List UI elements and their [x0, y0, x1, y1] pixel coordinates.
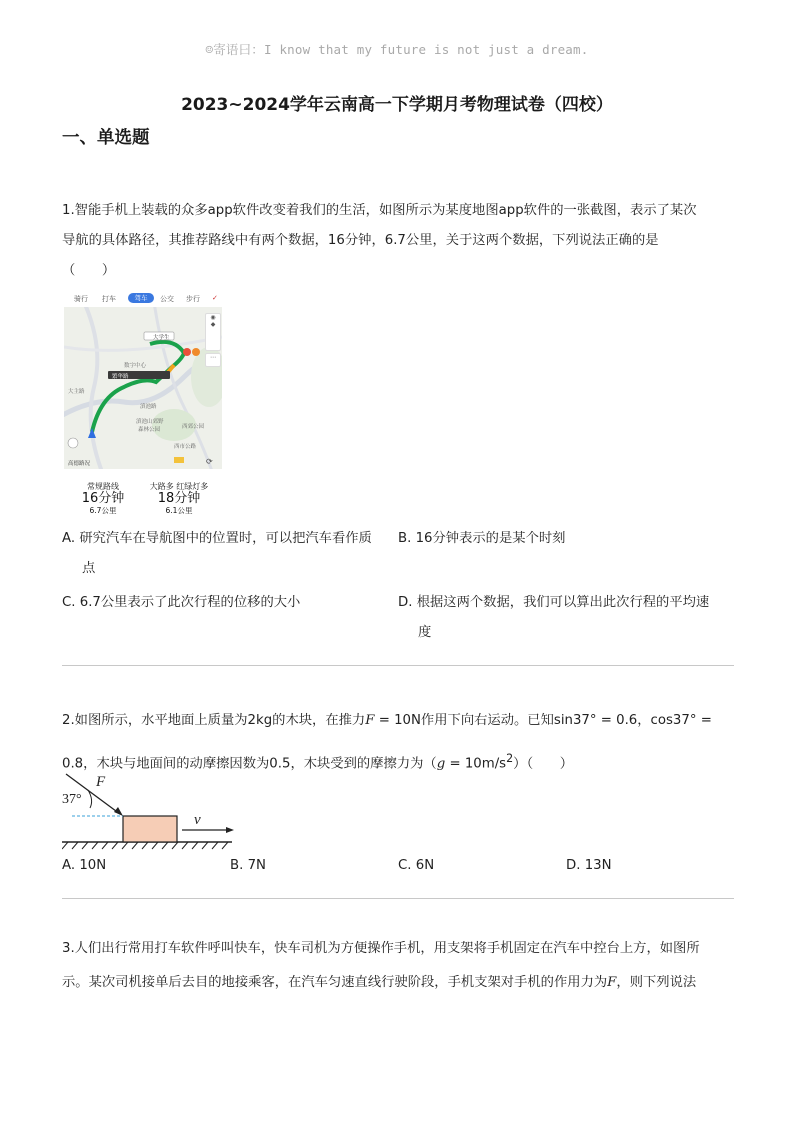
- map-area: [64, 307, 222, 469]
- q1-option-b[interactable]: B. 16分钟表示的是某个时刻: [398, 531, 566, 546]
- check-icon: ✓: [212, 294, 218, 302]
- map-label-1: 数字中心: [124, 363, 147, 369]
- q2-line1: [62, 702, 734, 740]
- q2-superscript: 2: [506, 752, 514, 765]
- header-motto: ☺寄语曰：I know that my future is not just a dream.: [205, 42, 589, 57]
- route2-time: 18分钟: [157, 491, 201, 506]
- block-diagram-svg: [62, 770, 252, 850]
- q2-symbol-g: g: [436, 756, 446, 772]
- q2-option-d[interactable]: D. 13N: [566, 858, 612, 873]
- tab-bus: 公交: [160, 295, 174, 303]
- map-more-button[interactable]: ⋯: [205, 353, 221, 367]
- map-label-5: 滇池山郊野: [136, 419, 164, 425]
- map-label-4: 滇池路: [140, 404, 157, 410]
- navigation-map-figure: [64, 290, 222, 518]
- q2-option-b[interactable]: B. 7N: [230, 858, 266, 873]
- route-option-2[interactable]: [144, 482, 214, 516]
- map-label-3: 大主路: [68, 389, 85, 395]
- q3-symbol-f: F: [607, 975, 617, 990]
- q1-option-a-line1: A. 研究汽车在导航图中的位置时，可以把汽车看作质: [62, 531, 372, 546]
- velocity-label: v: [194, 812, 201, 828]
- route2-distance: 6.1公里: [165, 506, 193, 515]
- q3-line2: [62, 966, 734, 1000]
- tab-walk: 步行: [186, 295, 200, 303]
- q1-option-d-line2: 度: [418, 625, 432, 640]
- q1-option-d-line1: D. 根据这两个数据，我们可以算出此次行程的平均速: [398, 595, 710, 610]
- question-3: [62, 932, 734, 1000]
- q3-line1: 3.人们出行常用打车软件呼叫快车，快车司机为方便操作手机，用支架将手机固定在汽车中控台上方，如图所: [62, 941, 700, 956]
- question-1: [62, 196, 734, 286]
- q1-option-c[interactable]: C. 6.7公里表示了此次行程的位移的大小: [62, 595, 301, 610]
- q3-text-a: 示。某次司机接单后去目的地接乘客，在汽车匀速直线行驶阶段，手机支架对手机的作用力为: [62, 975, 608, 990]
- q1-line2: 导航的具体路径，其推荐路线中有两个数据，16分钟，6.7公里，关于这两个数据，下列说法正确的是: [62, 233, 659, 248]
- force-label: F: [96, 774, 106, 790]
- block-force-diagram: [62, 770, 252, 850]
- q3-text-b: ，则下列说法: [616, 975, 697, 990]
- refresh-icon[interactable]: ⟳: [206, 457, 213, 466]
- map-layer-button[interactable]: ◉ ◆: [205, 313, 221, 351]
- map-tabs: [64, 290, 222, 307]
- route1-time: 16分钟: [81, 491, 125, 506]
- route1-distance: 6.7公里: [89, 506, 117, 515]
- divider: [62, 665, 734, 666]
- q2-text-e: ）（ ）: [513, 756, 574, 772]
- route1-label: 常规路线: [87, 482, 119, 491]
- route-option-1[interactable]: [68, 482, 138, 516]
- q2-text-b: = 10N作用下向右运动。已知sin37° = 0.6，cos37° =: [374, 713, 712, 728]
- divider: [62, 898, 734, 899]
- q1-option-a-line2: 点: [82, 561, 96, 576]
- q1-line1: 1.智能手机上装载的众多app软件改变着我们的生活，如图所示为某度地图app软件的一张截图，表示了某次: [62, 203, 697, 218]
- tab-drive: 驾车: [128, 293, 154, 303]
- q1-line3: （ ）: [62, 263, 116, 278]
- wooden-block: [123, 816, 177, 842]
- q1-option-d[interactable]: [398, 588, 709, 648]
- map-label-0: 大学生: [153, 335, 170, 341]
- page-title: 2023~2024学年云南高一下学期月考物理试卷（四校）: [181, 95, 613, 115]
- tab-cycle: 骑行: [74, 295, 88, 303]
- section-heading: 一、单选题: [62, 128, 150, 148]
- q2-option-c[interactable]: C. 6N: [398, 858, 435, 873]
- map-traffic-label: 高德路况: [68, 461, 91, 467]
- map-label-6: 森林公园: [138, 427, 161, 433]
- q2-text-c: 0.8，木块与地面间的动摩擦因数为0.5，木块受到的摩擦力为（: [62, 756, 437, 772]
- map-label-8: 西市公路: [174, 444, 197, 450]
- route2-label: 大路多 红绿灯多: [149, 482, 209, 491]
- tab-taxi: 打车: [102, 295, 116, 303]
- q2-symbol-f: F: [365, 713, 375, 728]
- q2-text-a: 2.如图所示，水平地面上质量为2kg的木块，在推力: [62, 713, 366, 728]
- map-label-2: 繁华路: [112, 374, 129, 380]
- map-svg: [64, 307, 222, 469]
- q2-option-a[interactable]: A. 10N: [62, 858, 107, 873]
- q1-option-a[interactable]: [62, 524, 372, 584]
- map-label-7: 西郊公园: [182, 424, 205, 430]
- q2-text-d: = 10m/s: [445, 756, 507, 772]
- angle-label: 37°: [62, 792, 82, 807]
